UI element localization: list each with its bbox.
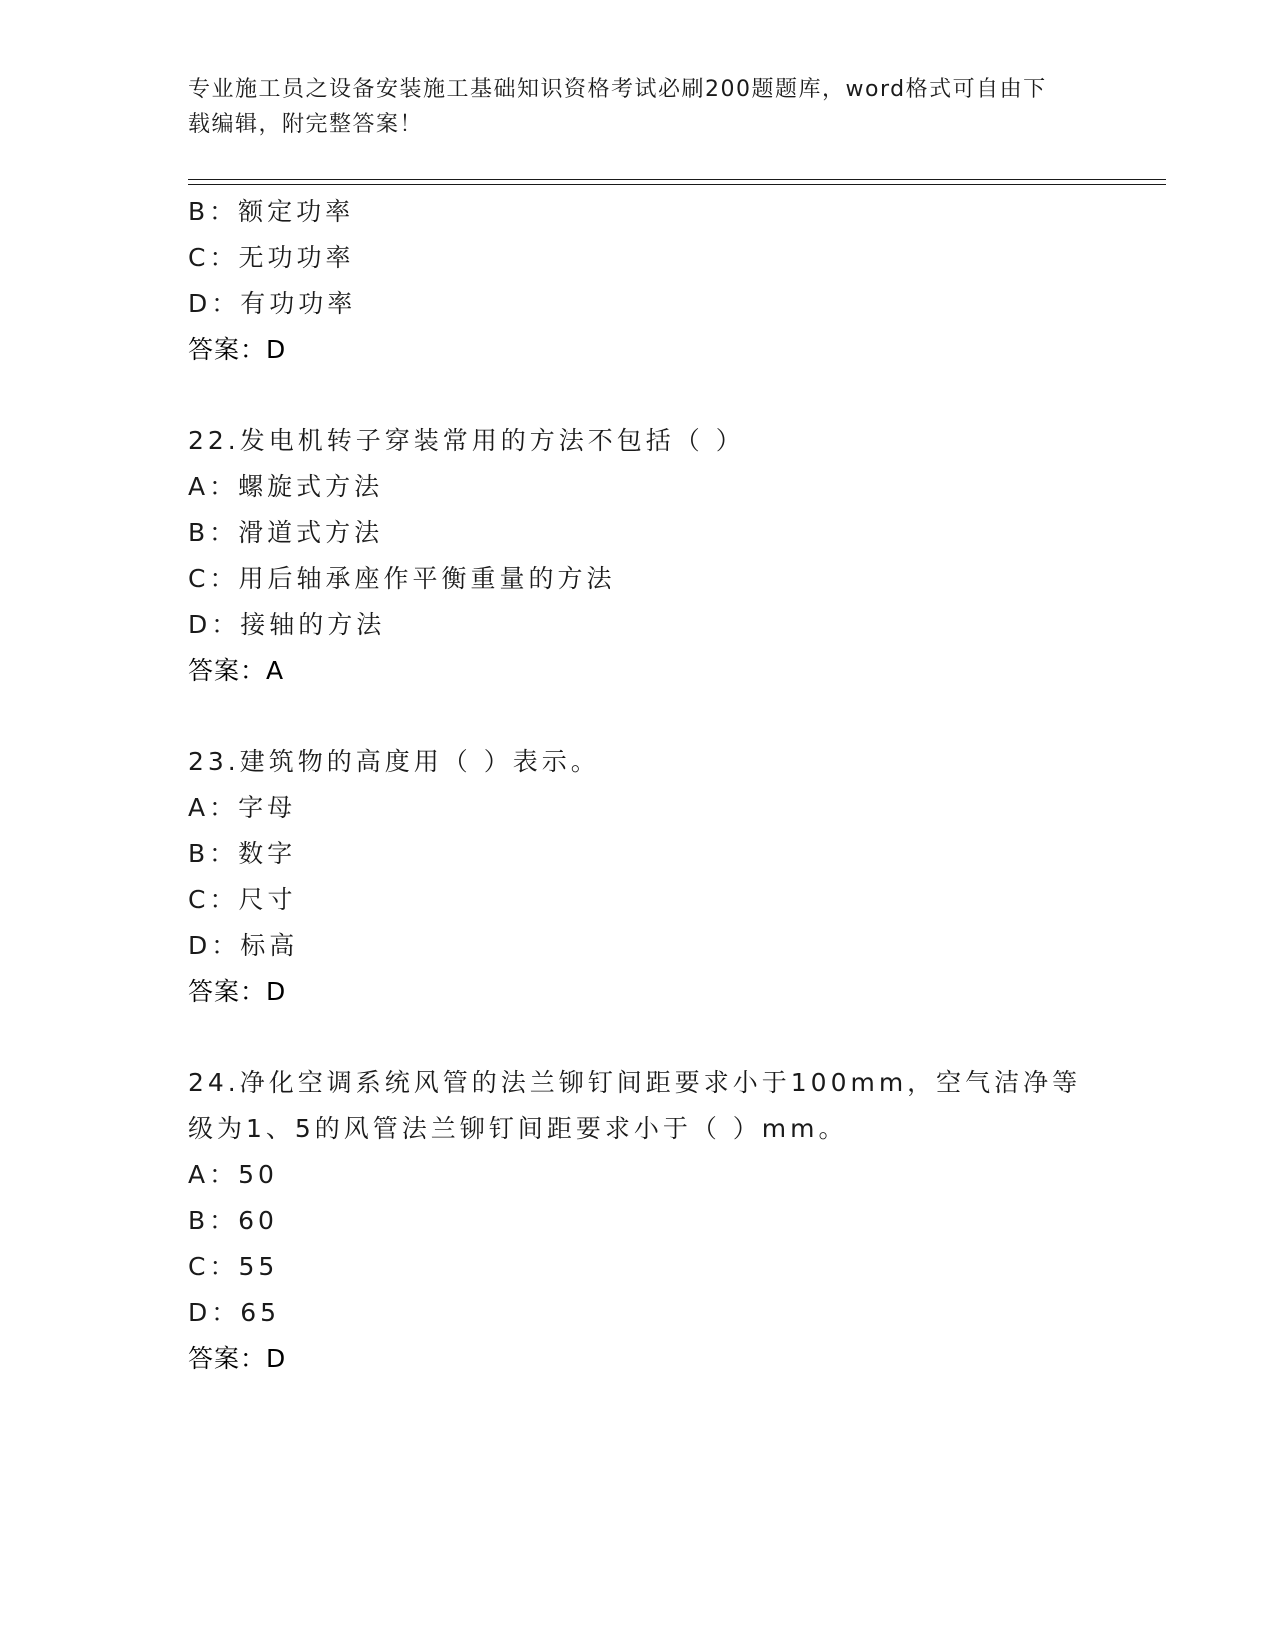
question-23 (188, 739, 1168, 1015)
question-content (188, 189, 1168, 1382)
question-21-continuation (188, 189, 1168, 373)
question-stem: 24.净化空调系统风管的法兰铆钉间距要求小于100mm，空气洁净等级为1、5的风管法兰铆钉间距要求小于（ ）mm。 (188, 1068, 1082, 1143)
option-c: C：用后轴承座作平衡重量的方法 (188, 564, 616, 593)
header-rule-bottom (188, 184, 1166, 185)
header-rule-top (188, 179, 1166, 180)
option-c: C：55 (188, 1252, 279, 1281)
answer: 答案：A (188, 656, 285, 685)
question-stem: 23.建筑物的高度用（ ）表示。 (188, 747, 600, 776)
option-d: D：标高 (188, 931, 299, 960)
option-a: A：50 (188, 1160, 278, 1189)
answer: 答案：D (188, 977, 287, 1006)
question-stem: 22.发电机转子穿装常用的方法不包括（ ） (188, 426, 745, 455)
answer: 答案：D (188, 335, 287, 364)
option-c: C：无功功率 (188, 243, 355, 272)
option-b: B：滑道式方法 (188, 518, 384, 547)
option-d: D：65 (188, 1298, 281, 1327)
option-c: C：尺寸 (188, 885, 297, 914)
option-b: B：额定功率 (188, 197, 355, 226)
option-d: D：接轴的方法 (188, 610, 386, 639)
question-24 (188, 1060, 1168, 1382)
option-b: B：数字 (188, 839, 297, 868)
document-header: 专业施工员之设备安装施工基础知识资格考试必刷200题题库，word格式可自由下载编辑，附完整答案！ (188, 77, 1047, 137)
question-22 (188, 418, 1168, 694)
answer: 答案：D (188, 1344, 287, 1373)
option-a: A：螺旋式方法 (188, 472, 384, 501)
option-d: D：有功功率 (188, 289, 357, 318)
option-b: B：60 (188, 1206, 278, 1235)
option-a: A：字母 (188, 793, 297, 822)
